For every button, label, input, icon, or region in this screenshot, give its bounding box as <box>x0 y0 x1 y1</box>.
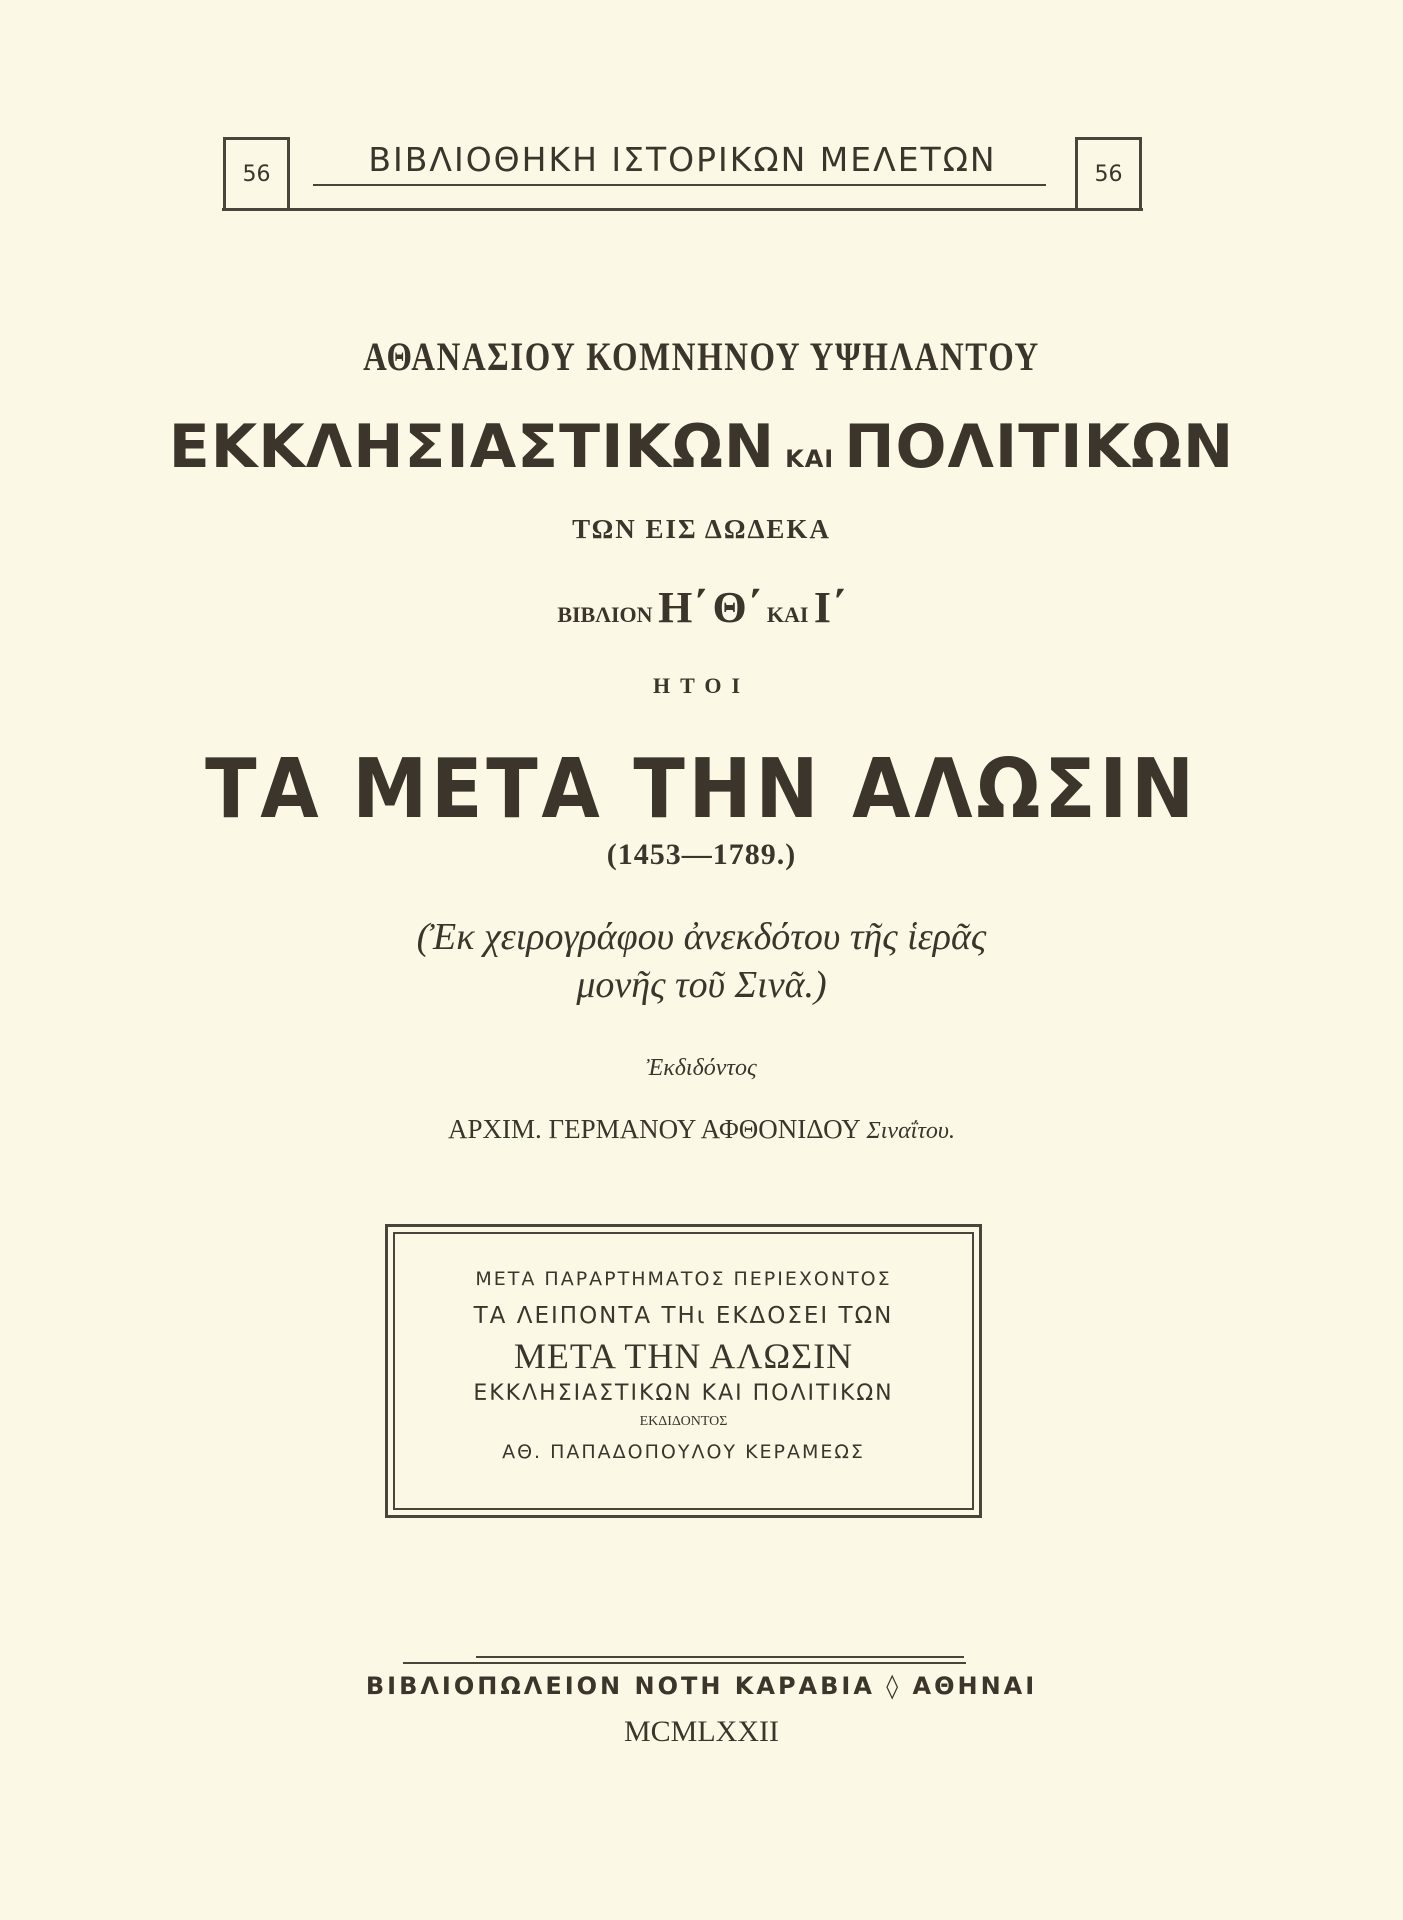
series-title: ΒΙΒΛΙΟΘΗΚΗ ΙΣΤΟΡΙΚΩΝ ΜΕΛΕΤΩΝ <box>368 140 997 179</box>
author-name: ΑΘΑΝΑΣΙΟΥ ΚΟΜΝΗΝΟΥ ΥΨΗΛΑΝΤΟΥ <box>363 334 1040 379</box>
footer-rule-lower <box>403 1662 966 1664</box>
work-title-part1: ΕΚΚΛΗΣΙΑΣΤΙΚΩΝ <box>168 412 776 482</box>
htoi-line: ΗΤΟΙ <box>652 673 751 698</box>
editor-line <box>0 1114 1403 1145</box>
appendix-box <box>385 1224 982 1518</box>
work-title <box>0 412 1403 482</box>
work-title-kai: ΚΑΙ <box>785 445 835 473</box>
appendix-line-4: ΕΚΚΛΗΣΙΑΣΤΙΚΩΝ ΚΑΙ ΠΟΛΙΤΙΚΩΝ <box>473 1381 894 1406</box>
book-iota: Ι΄ <box>813 583 846 632</box>
of-twelve-line: ΤΩΝ ΕΙΣ ΔΩΔΕΚΑ <box>572 514 831 544</box>
appendix-line-1: ΜΕΤΑ ΠΑΡΑΡΤΗΜΑΤΟΣ ΠΕΡΙΕΧΟΝΤΟΣ <box>475 1268 892 1290</box>
appendix-line-6: ΑΘ. ΠΑΠΑΔΟΠΟΥΛΟΥ ΚΕΡΑΜΕΩΣ <box>502 1441 865 1463</box>
dates: (1453—1789.) <box>606 838 797 871</box>
book-eta: Η΄ <box>658 583 707 632</box>
volume-number-right <box>1075 137 1142 209</box>
volume-number-text: 56 <box>242 162 271 187</box>
manuscript-line-1: (Ἐκ χειρογράφου ἀνεκδότου τῆς ἱερᾶς <box>416 916 987 958</box>
header-rule <box>222 208 1143 211</box>
appendix-line-2: ΤΑ ΛΕΙΠΟΝΤΑ ΤΗι ΕΚΔΟΣΕΙ ΤΩΝ <box>473 1303 894 1329</box>
books-label: ΒΙΒΛΙΟΝ <box>557 602 653 627</box>
books-line <box>0 582 1403 633</box>
publication-year: MCMLXXII <box>624 1715 779 1748</box>
main-title: ΤΑ ΜΕΤΑ ΤΗΝ ΑΛΩΣΙΝ <box>205 742 1198 837</box>
appendix-line-5: ΕΚΔΙΔΟΝΤΟΣ <box>639 1414 728 1429</box>
edited-by-label: Ἐκδιδόντος <box>646 1055 757 1081</box>
publisher: ΒΙΒΛΙΟΠΩΛΕΙΟΝ ΝΟΤΗ ΚΑΡΑΒΙΑ ◊ ΑΘΗΝΑΙ <box>365 1672 1038 1700</box>
manuscript-line-2: μονῆς τοῦ Σινᾶ.) <box>576 964 827 1006</box>
volume-number-left <box>223 137 290 209</box>
volume-number-text: 56 <box>1094 162 1123 187</box>
appendix-line-3: ΜΕΤΑ ΤΗΝ ΑΛΩΣΙΝ <box>513 1336 854 1376</box>
work-title-part2: ΠΟΛΙΤΙΚΩΝ <box>844 412 1235 482</box>
editor-suffix: Σιναΐτου. <box>866 1118 955 1144</box>
books-kai: ΚΑΙ <box>766 602 809 627</box>
footer-rule-upper <box>476 1656 964 1658</box>
book-theta: Θ΄ <box>712 583 762 632</box>
series-title-underline <box>313 184 1046 186</box>
editor-name: ΑΡΧΙΜ. ΓΕΡΜΑΝΟΥ ΑΦΘΟΝΙΔΟΥ <box>448 1114 860 1144</box>
appendix-inner-frame <box>393 1232 974 1510</box>
